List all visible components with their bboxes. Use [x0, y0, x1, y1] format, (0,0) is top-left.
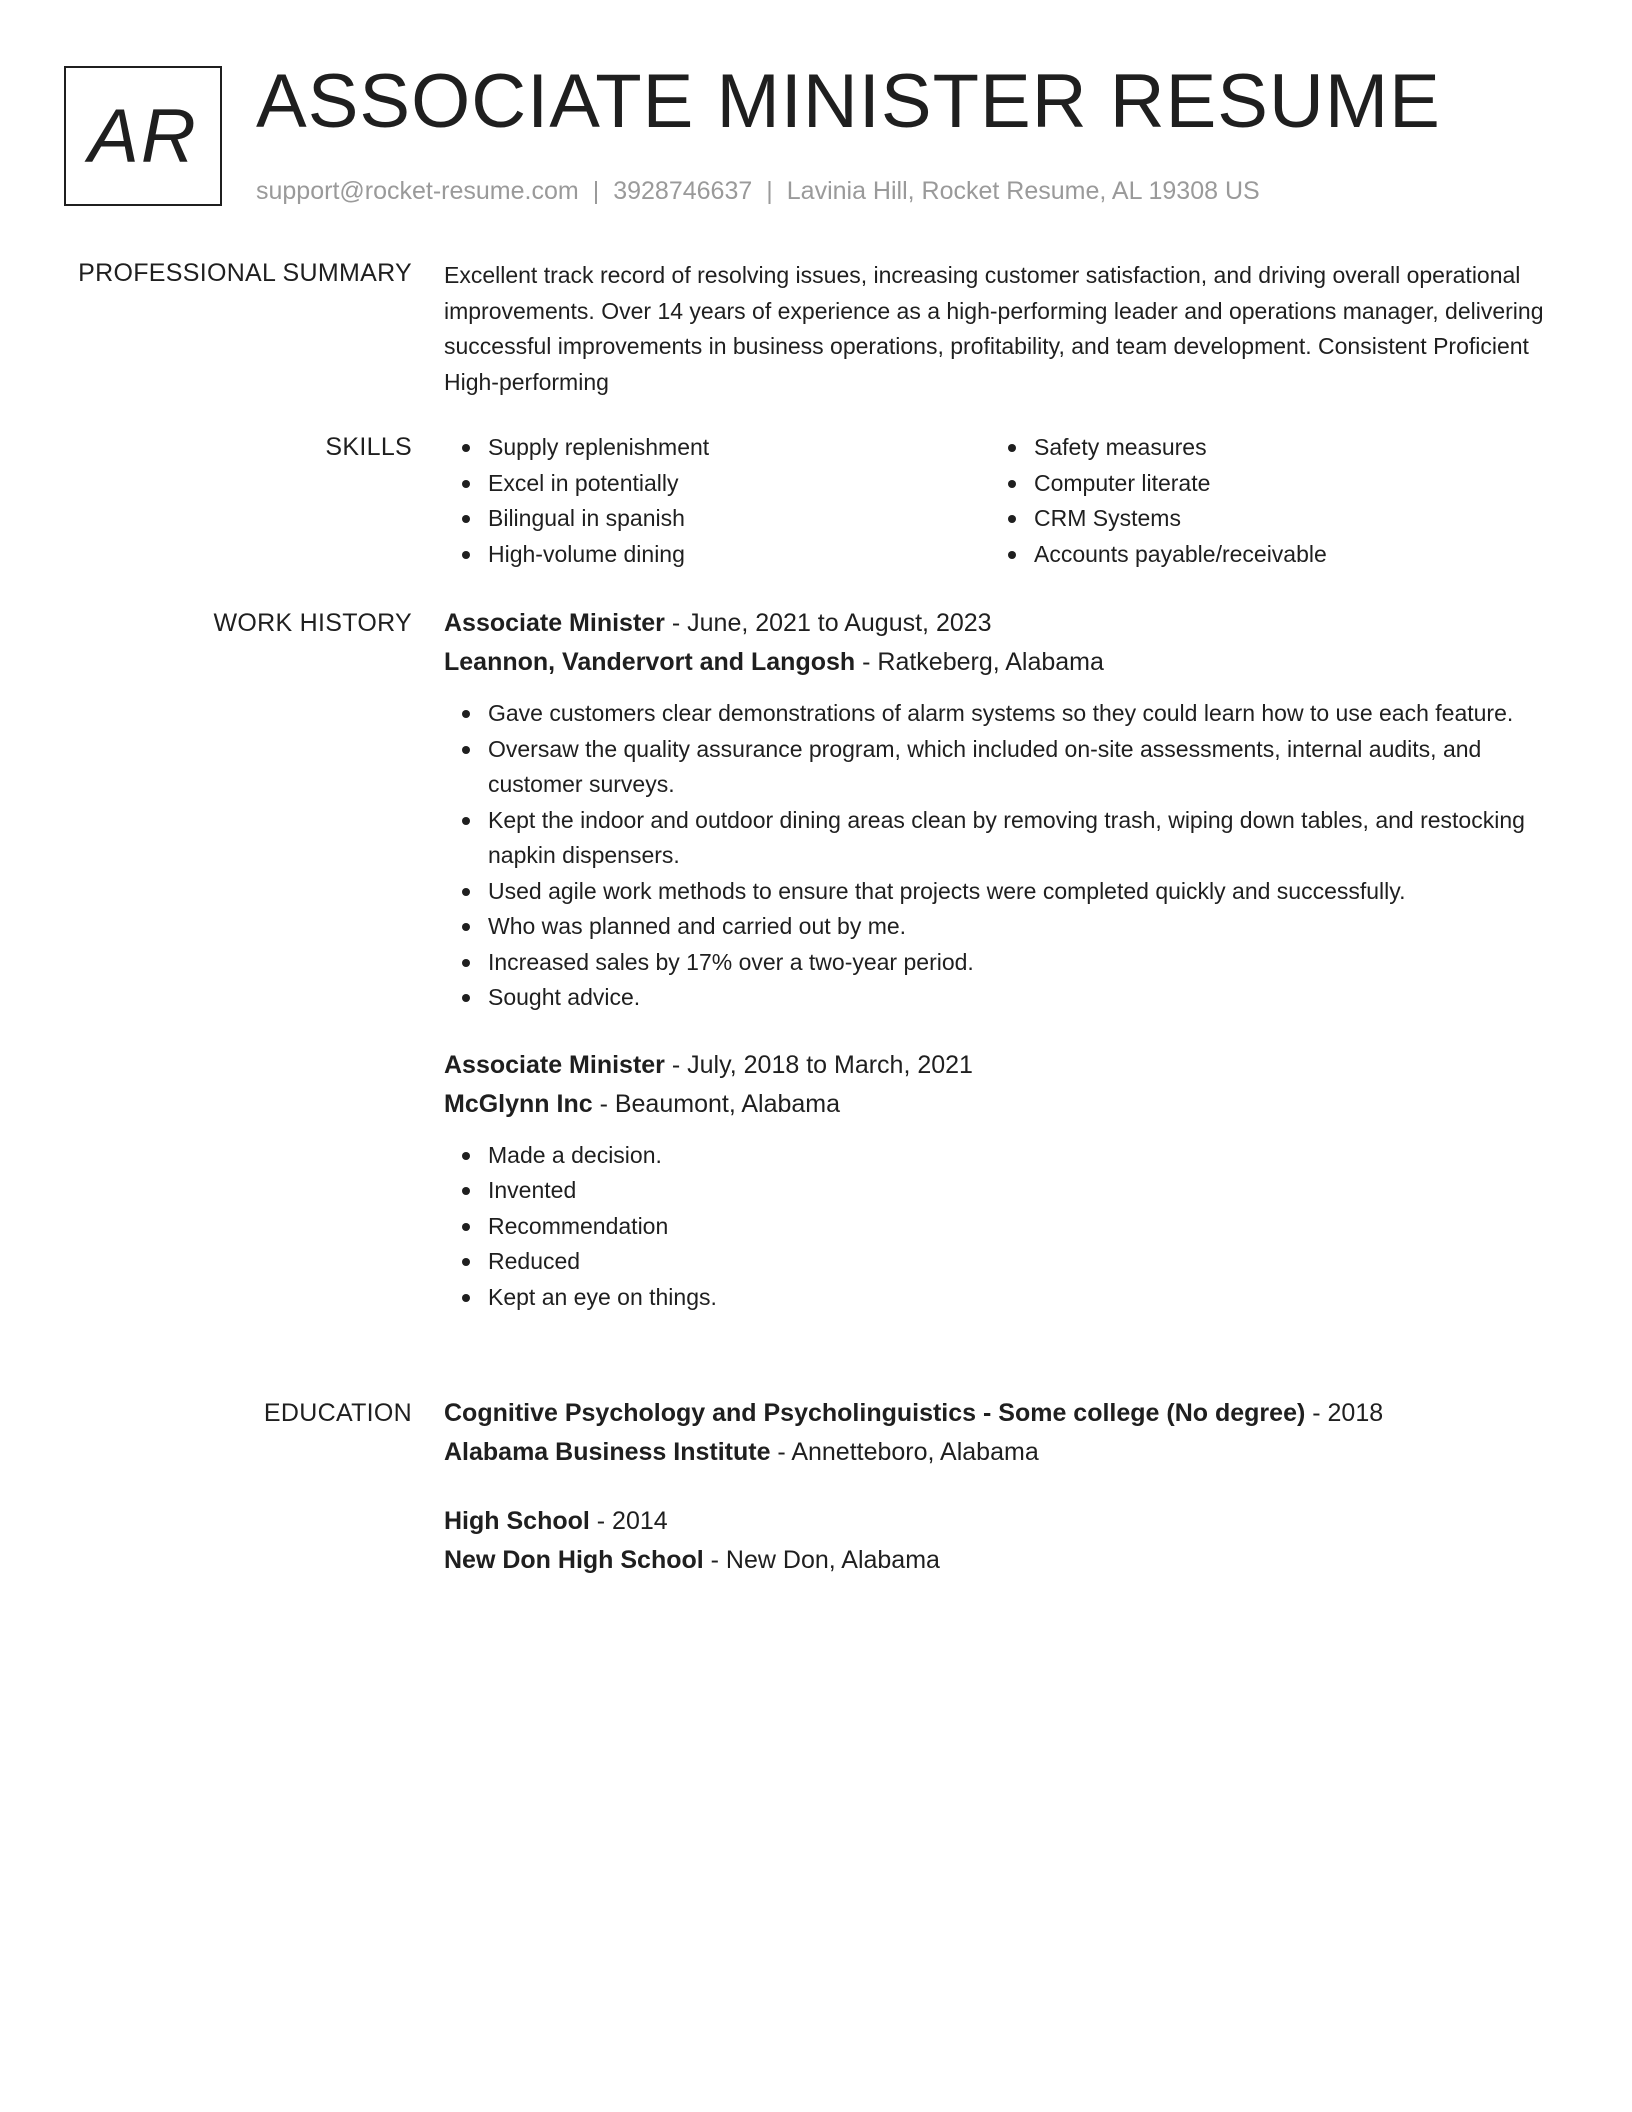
education-degree: Cognitive Psychology and Psycholinguistics - Some college (No degree) — [444, 1399, 1306, 1427]
job-entry — [444, 1046, 1564, 1316]
education-location: - New Don, Alabama — [703, 1546, 940, 1574]
job-company-line — [444, 643, 1564, 682]
section-heading: EDUCATION — [263, 1399, 412, 1427]
section-heading: PROFESSIONAL SUMMARY — [78, 259, 412, 287]
education-school-line — [444, 1541, 1564, 1580]
skill-item: Supply replenishment — [488, 430, 990, 466]
contact-email[interactable]: support@rocket-resume.com — [256, 177, 579, 205]
job-company: McGlynn Inc — [444, 1089, 593, 1118]
job-bullet: Made a decision. — [488, 1138, 1564, 1174]
job-dates: - June, 2021 to August, 2023 — [664, 609, 992, 637]
job-bullet: Kept an eye on things. — [488, 1280, 1564, 1316]
contact-line — [256, 174, 1260, 208]
contact-phone[interactable]: 3928746637 — [613, 177, 753, 205]
skill-item: Accounts payable/receivable — [1034, 537, 1536, 573]
skills-column-left — [444, 430, 990, 572]
resume-title: ASSOCIATE MINISTER RESUME — [256, 59, 1441, 144]
skill-item: Excel in potentially — [488, 466, 990, 502]
monogram-initials: AR — [88, 93, 198, 179]
job-title-line — [444, 604, 1564, 643]
monogram-box — [64, 66, 222, 206]
job-company-line — [444, 1085, 1564, 1124]
education-school: Alabama Business Institute — [444, 1438, 771, 1466]
job-dates: - July, 2018 to March, 2021 — [664, 1050, 973, 1079]
education-entry — [444, 1502, 1564, 1580]
education-degree-line — [444, 1394, 1564, 1433]
skill-item: Safety measures — [1034, 430, 1536, 466]
job-bullet: Oversaw the quality assurance program, which included on-site assessments, internal audits, and customer surveys. — [488, 732, 1564, 803]
skill-item: CRM Systems — [1034, 501, 1536, 537]
job-title: Associate Minister — [444, 609, 665, 637]
job-bullet: Used agile work methods to ensure that projects were completed quickly and successfully. — [488, 874, 1564, 910]
skill-item: Bilingual in spanish — [488, 501, 990, 537]
job-company: Leannon, Vandervort and Langosh — [444, 648, 856, 676]
education-school: New Don High School — [444, 1546, 704, 1574]
job-bullet: Increased sales by 17% over a two-year period. — [488, 945, 1564, 981]
summary-text: Excellent track record of resolving issues, increasing customer satisfaction, and driving overall operational improvements. Over 14 years of experience as a high-performing leader and operations manager, delivering successful improvements in business operations, profitability, and team development. Consistent Proficient High-performing — [444, 262, 1544, 395]
section-heading: WORK HISTORY — [213, 609, 412, 637]
job-bullet: Reduced — [488, 1244, 1564, 1280]
job-bullet: Kept the indoor and outdoor dining areas clean by removing trash, wiping down tables, and restocking napkin dispensers. — [488, 803, 1564, 874]
education-location: - Annetteboro, Alabama — [770, 1438, 1039, 1466]
skills-column-right — [990, 430, 1536, 572]
skill-item: Computer literate — [1034, 466, 1536, 502]
job-location: - Ratkeberg, Alabama — [855, 648, 1104, 676]
job-bullet: Who was planned and carried out by me. — [488, 909, 1564, 945]
job-location: - Beaumont, Alabama — [592, 1089, 841, 1118]
education-year: - 2014 — [589, 1507, 668, 1535]
job-title: Associate Minister — [444, 1050, 665, 1079]
education-school-line — [444, 1433, 1564, 1472]
education-degree: High School — [444, 1507, 590, 1535]
job-bullet: Invented — [488, 1173, 1564, 1209]
job-bullet: Gave customers clear demonstrations of alarm systems so they could learn how to use each feature. — [488, 696, 1564, 732]
job-bullet: Sought advice. — [488, 980, 1564, 1016]
education-year: - 2018 — [1305, 1399, 1384, 1427]
contact-separator: | — [592, 177, 600, 205]
job-bullet: Recommendation — [488, 1209, 1564, 1245]
contact-separator: | — [766, 177, 773, 205]
education-degree-line — [444, 1502, 1564, 1541]
job-entry — [444, 604, 1564, 1016]
job-title-line — [444, 1046, 1564, 1085]
contact-address: Lavinia Hill, Rocket Resume, AL 19308 US — [786, 177, 1260, 205]
skill-item: High-volume dining — [488, 537, 990, 573]
education-entry — [444, 1394, 1564, 1472]
skills-grid — [444, 430, 1564, 572]
section-heading: SKILLS — [325, 433, 412, 461]
